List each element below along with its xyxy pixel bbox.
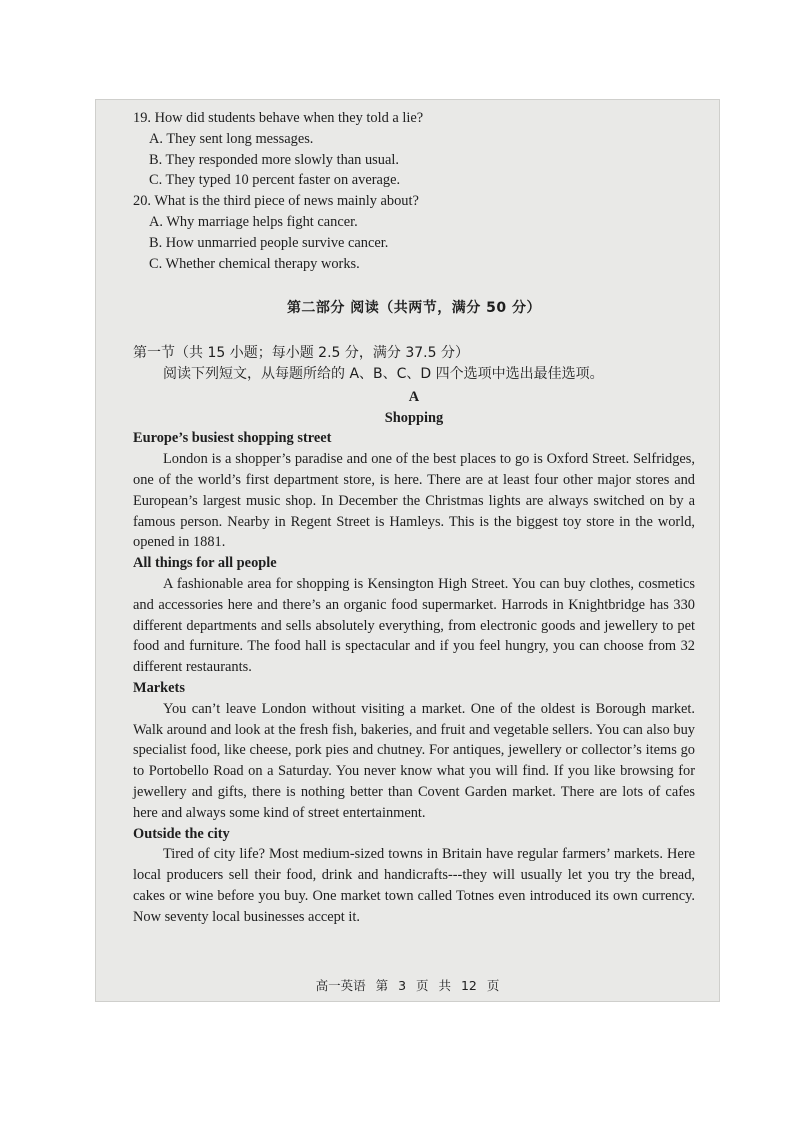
option-a: A. Why marriage helps fight cancer. bbox=[149, 213, 358, 230]
option-a: A. They sent long messages. bbox=[149, 130, 314, 147]
passage-section-outside-city bbox=[133, 824, 695, 928]
option-b: B. How unmarried people survive cancer. bbox=[149, 234, 389, 251]
exam-page bbox=[95, 99, 720, 1002]
reading-instruction: 阅读下列短文，从每题所给的 A、B、C、D 四个选项中选出最佳选项。 bbox=[163, 365, 604, 382]
passage-section-all-things bbox=[133, 553, 695, 678]
section-heading: Markets bbox=[133, 679, 185, 696]
section-heading: Outside the city bbox=[133, 825, 230, 842]
section-one-heading: 第一节（共 15 小题；每小题 2.5 分，满分 37.5 分） bbox=[133, 345, 469, 362]
section-heading: All things for all people bbox=[133, 555, 277, 572]
section-paragraph: London is a shopper’s paradise and one of the best places to go is Oxford Street. Selfridges, one of the world’s first department store, is here. There are at least four other major stores and European’s largest music shop. In December the Christmas lights are always switched on by a famous person. Nearby in Regent Street is Hamleys. This is the biggest toy store in the world, opened in 1881. bbox=[133, 451, 695, 551]
question-stem: 20. What is the third piece of news mainly about? bbox=[133, 193, 419, 210]
page-content bbox=[133, 108, 695, 927]
question-19 bbox=[133, 108, 695, 191]
question-stem: 19. How did students behave when they told a lie? bbox=[133, 110, 424, 126]
option-c: C. They typed 10 percent faster on average. bbox=[149, 172, 401, 189]
section-paragraph: A fashionable area for shopping is Kensington High Street. You can buy clothes, cosmetics and accessories here and there’s an organic food supermarket. Harrods in Knightbridge has 330 different departments and sells absolutely everything, from electronic goods and jewellery to pet food and furniture. The food hall is spectacular and if you feel hungry, you can choose from 32 different restaurants. bbox=[133, 575, 695, 676]
section-paragraph: You can’t leave London without visiting a market. One of the oldest is Borough market. Walk around and look at the fresh fish, bakeries, and fruit and vegetable sellers. You can also buy specialist food, like cheese, pork pies and chutney. For antiques, jewellery or collector’s items go to Portobello Road on a Saturday. You never know what you will find. If you like browsing for jewellery and gifts, there is nothing better than Covent Garden market. There are lots of cafes here and always some kind of street entertainment. bbox=[133, 700, 695, 821]
part-two-title: 第二部分 阅读（共两节，满分 50 分） bbox=[286, 300, 542, 317]
section-paragraph: Tired of city life? Most medium-sized towns in Britain have regular farmers’ markets. Here local producers sell their food, drink and handicrafts---they will usually let you try the bread, cakes or wine before you buy. One market town called Totnes even introduced its own currency. Now seventy local businesses accept it. bbox=[133, 846, 695, 925]
passage-letter: A bbox=[408, 388, 420, 405]
page-footer: 高一英语 第 3 页 共 12 页 bbox=[315, 978, 500, 994]
passage-section-oxford-street bbox=[133, 428, 695, 553]
section-heading: Europe’s busiest shopping street bbox=[133, 430, 332, 447]
passage-section-markets bbox=[133, 678, 695, 824]
option-b: B. They responded more slowly than usual. bbox=[149, 151, 399, 168]
passage-title: Shopping bbox=[384, 409, 444, 426]
question-20 bbox=[133, 191, 695, 274]
option-c: C. Whether chemical therapy works. bbox=[149, 255, 360, 272]
